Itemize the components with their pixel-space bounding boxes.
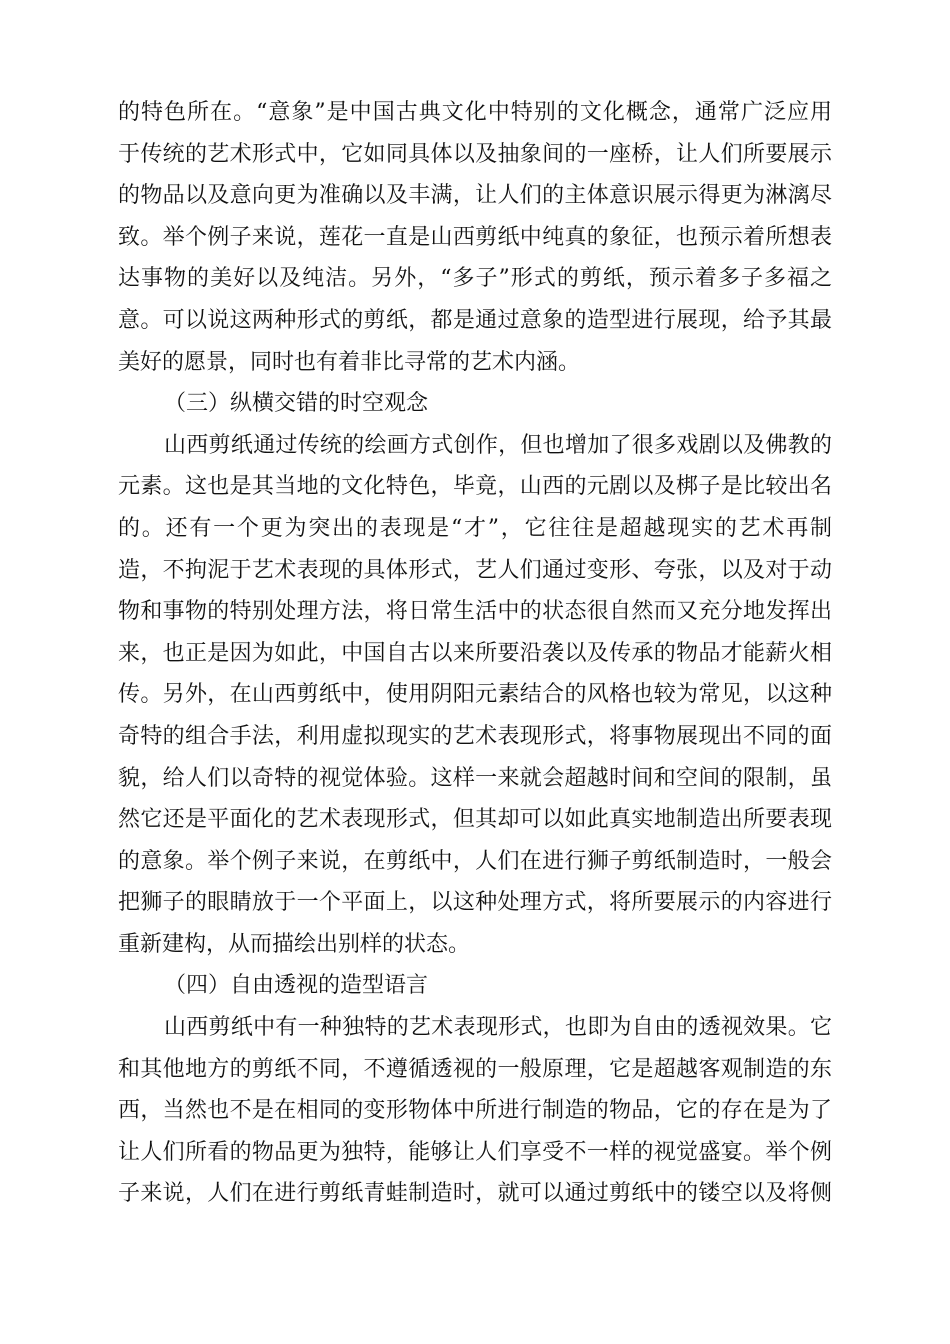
- text-line: 物和事物的特别处理方法，将日常生活中的状态很自然而又充分地发挥出: [118, 599, 832, 625]
- text-line: 让人们所看的物品更为独特，能够让人们享受不一样的视觉盛宴。举个例: [118, 1139, 832, 1165]
- text-line: 致。举个例子来说，莲花一直是山西剪纸中纯真的象征，也预示着所想表: [118, 224, 832, 250]
- text-line: 来，也正是因为如此，中国自古以来所要沿袭以及传承的物品才能薪火相: [118, 640, 832, 666]
- section-heading: （三）纵横交错的时空观念: [164, 391, 429, 417]
- text-line: 子来说，人们在进行剪纸青蛙制造时，就可以通过剪纸中的镂空以及将侧: [118, 1181, 832, 1207]
- text-line: 山西剪纸通过传统的绘画方式创作，但也增加了很多戏剧以及佛教的: [164, 432, 832, 458]
- text-line: 传。另外，在山西剪纸中，使用阴阳元素结合的风格也较为常见，以这种: [118, 682, 832, 708]
- text-line: 的特色所在。“意象”是中国古典文化中特别的文化概念，通常广泛应用: [118, 100, 832, 125]
- section-heading: （四）自由透视的造型语言: [164, 973, 429, 999]
- text-line: 的。还有一个更为突出的表现是“才”，它往往是超越现实的艺术再制: [118, 515, 832, 541]
- text-line: 重新建构，从而描绘出别样的状态。: [118, 931, 471, 957]
- text-line: 然它还是平面化的艺术表现形式，但其却可以如此真实地制造出所要表现: [118, 807, 832, 833]
- text-line: 达事物的美好以及纯洁。另外，“多子”形式的剪纸，预示着多子多福之: [118, 266, 832, 292]
- text-line: 把狮子的眼睛放于一个平面上，以这种处理方式，将所要展示的内容进行: [118, 890, 832, 916]
- text-line: 奇特的组合手法，利用虚拟现实的艺术表现形式，将事物展现出不同的面: [118, 723, 832, 749]
- text-line: 造，不拘泥于艺术表现的具体形式，艺人们通过变形、夸张，以及对于动: [118, 557, 832, 583]
- document-page: [118, 96, 832, 1219]
- text-line: 的意象。举个例子来说，在剪纸中，人们在进行狮子剪纸制造时，一般会: [118, 848, 832, 874]
- text-line: 和其他地方的剪纸不同，不遵循透视的一般原理，它是超越客观制造的东: [118, 1056, 832, 1082]
- text-line: 貌，给人们以奇特的视觉体验。这样一来就会超越时间和空间的限制，虽: [118, 765, 832, 791]
- text-line: 的物品以及意向更为准确以及丰满，让人们的主体意识展示得更为淋漓尽: [118, 183, 832, 209]
- text-line: 元素。这也是其当地的文化特色，毕竟，山西的元剧以及梆子是比较出名: [118, 474, 832, 500]
- text-line: 山西剪纸中有一种独特的艺术表现形式，也即为自由的透视效果。它: [164, 1015, 832, 1041]
- text-line: 西，当然也不是在相同的变形物体中所进行制造的物品，它的存在是为了: [118, 1098, 832, 1124]
- text-line: 意。可以说这两种形式的剪纸，都是通过意象的造型进行展现，给予其最: [118, 307, 832, 333]
- text-line: 美好的愿景，同时也有着非比寻常的艺术内涵。: [118, 349, 581, 375]
- text-line: 于传统的艺术形式中，它如同具体以及抽象间的一座桥，让人们所要展示: [118, 141, 832, 167]
